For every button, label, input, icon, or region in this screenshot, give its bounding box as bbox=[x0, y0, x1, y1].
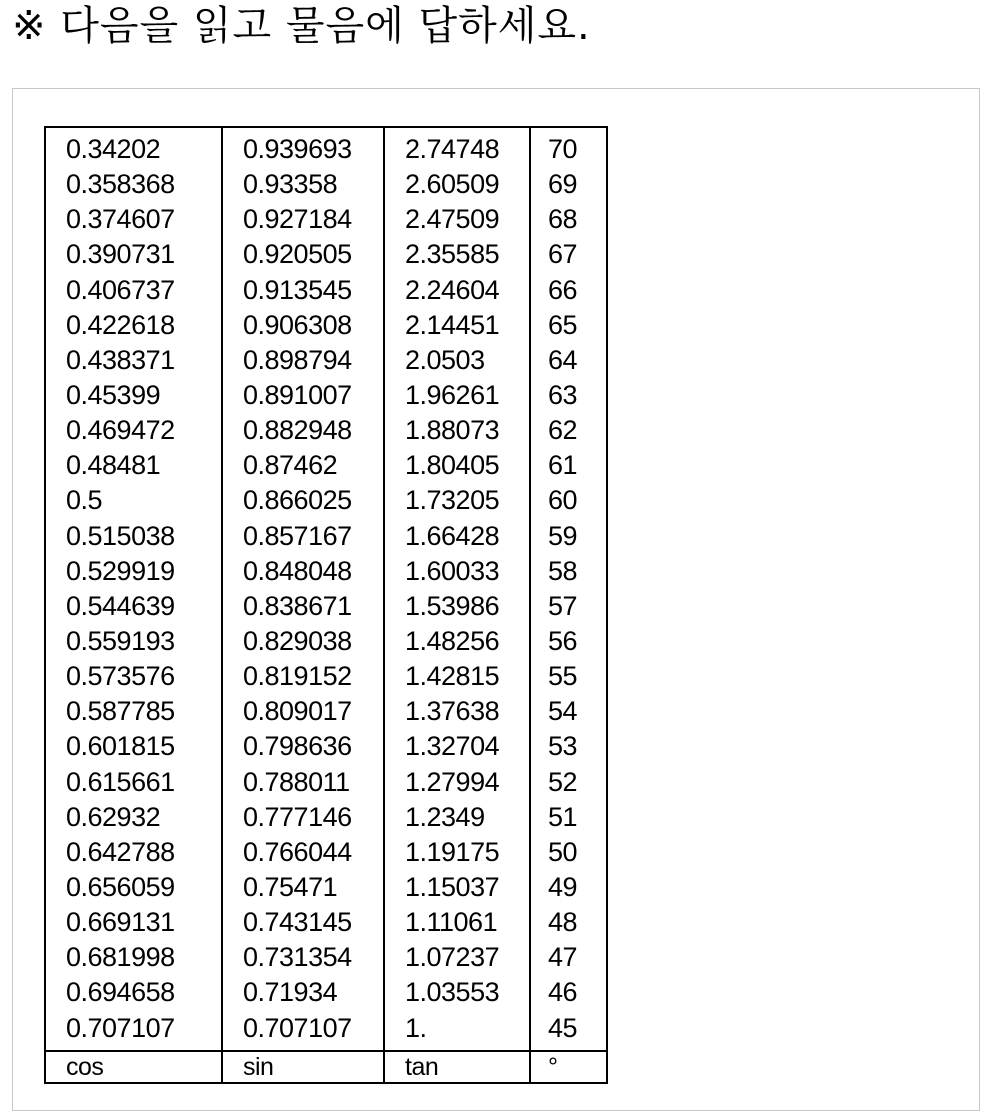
degree-cell: 49 bbox=[530, 870, 607, 905]
sin-cell: 0.906308 bbox=[222, 308, 384, 343]
table-row bbox=[45, 448, 607, 483]
degree-cell: 66 bbox=[530, 273, 607, 308]
table-row bbox=[45, 940, 607, 975]
cos-cell: 0.669131 bbox=[45, 905, 222, 940]
degree-cell: 69 bbox=[530, 167, 607, 202]
trig-table bbox=[44, 126, 608, 1084]
tan-cell: 2.74748 bbox=[384, 127, 530, 167]
tan-cell: 1.80405 bbox=[384, 448, 530, 483]
table-row bbox=[45, 589, 607, 624]
degree-cell: 46 bbox=[530, 975, 607, 1010]
table-row bbox=[45, 975, 607, 1010]
table-row bbox=[45, 343, 607, 378]
table-row bbox=[45, 729, 607, 764]
degree-cell: 65 bbox=[530, 308, 607, 343]
sin-cell: 0.866025 bbox=[222, 483, 384, 518]
trig-table-body bbox=[45, 127, 607, 1051]
table-row bbox=[45, 273, 607, 308]
sin-cell: 0.93358 bbox=[222, 167, 384, 202]
degree-cell: 67 bbox=[530, 237, 607, 272]
sin-cell: 0.75471 bbox=[222, 870, 384, 905]
table-row bbox=[45, 835, 607, 870]
footer-tan-label: tan bbox=[384, 1051, 530, 1083]
cos-cell: 0.601815 bbox=[45, 729, 222, 764]
table-row bbox=[45, 554, 607, 589]
tan-cell: 1.07237 bbox=[384, 940, 530, 975]
table-row bbox=[45, 308, 607, 343]
table-row bbox=[45, 870, 607, 905]
cos-cell: 0.48481 bbox=[45, 448, 222, 483]
degree-cell: 54 bbox=[530, 694, 607, 729]
footer-degree-label: ° bbox=[530, 1051, 607, 1083]
sin-cell: 0.927184 bbox=[222, 202, 384, 237]
cos-cell: 0.587785 bbox=[45, 694, 222, 729]
cos-cell: 0.45399 bbox=[45, 378, 222, 413]
table-row bbox=[45, 378, 607, 413]
tan-cell: 2.47509 bbox=[384, 202, 530, 237]
cos-cell: 0.390731 bbox=[45, 237, 222, 272]
sin-cell: 0.777146 bbox=[222, 800, 384, 835]
degree-cell: 63 bbox=[530, 378, 607, 413]
degree-cell: 53 bbox=[530, 729, 607, 764]
tan-cell: 1.19175 bbox=[384, 835, 530, 870]
cos-cell: 0.615661 bbox=[45, 765, 222, 800]
degree-cell: 48 bbox=[530, 905, 607, 940]
sin-cell: 0.857167 bbox=[222, 519, 384, 554]
cos-cell: 0.707107 bbox=[45, 1011, 222, 1051]
table-row bbox=[45, 800, 607, 835]
degree-cell: 58 bbox=[530, 554, 607, 589]
cos-cell: 0.573576 bbox=[45, 659, 222, 694]
sin-cell: 0.809017 bbox=[222, 694, 384, 729]
cos-cell: 0.469472 bbox=[45, 413, 222, 448]
tan-cell: 2.0503 bbox=[384, 343, 530, 378]
degree-cell: 57 bbox=[530, 589, 607, 624]
cos-cell: 0.642788 bbox=[45, 835, 222, 870]
cos-cell: 0.5 bbox=[45, 483, 222, 518]
table-row bbox=[45, 624, 607, 659]
cos-cell: 0.62932 bbox=[45, 800, 222, 835]
sin-cell: 0.731354 bbox=[222, 940, 384, 975]
tan-cell: 1.37638 bbox=[384, 694, 530, 729]
degree-cell: 51 bbox=[530, 800, 607, 835]
tan-cell: 1.03553 bbox=[384, 975, 530, 1010]
degree-cell: 50 bbox=[530, 835, 607, 870]
degree-cell: 62 bbox=[530, 413, 607, 448]
degree-cell: 70 bbox=[530, 127, 607, 167]
degree-cell: 68 bbox=[530, 202, 607, 237]
degree-cell: 64 bbox=[530, 343, 607, 378]
degree-cell: 60 bbox=[530, 483, 607, 518]
table-row bbox=[45, 659, 607, 694]
sin-cell: 0.913545 bbox=[222, 273, 384, 308]
cos-cell: 0.374607 bbox=[45, 202, 222, 237]
cos-cell: 0.438371 bbox=[45, 343, 222, 378]
tan-cell: 1. bbox=[384, 1011, 530, 1051]
tan-cell: 2.35585 bbox=[384, 237, 530, 272]
cos-cell: 0.406737 bbox=[45, 273, 222, 308]
sin-cell: 0.829038 bbox=[222, 624, 384, 659]
tan-cell: 1.88073 bbox=[384, 413, 530, 448]
sin-cell: 0.898794 bbox=[222, 343, 384, 378]
table-row bbox=[45, 1011, 607, 1051]
cos-cell: 0.656059 bbox=[45, 870, 222, 905]
footer-sin-label: sin bbox=[222, 1051, 384, 1083]
question-instruction: ※ 다음을 읽고 물음에 답하세요. bbox=[12, 3, 591, 49]
degree-cell: 59 bbox=[530, 519, 607, 554]
cos-cell: 0.34202 bbox=[45, 127, 222, 167]
sin-cell: 0.819152 bbox=[222, 659, 384, 694]
cos-cell: 0.559193 bbox=[45, 624, 222, 659]
tan-cell: 1.53986 bbox=[384, 589, 530, 624]
cos-cell: 0.544639 bbox=[45, 589, 222, 624]
tan-cell: 2.60509 bbox=[384, 167, 530, 202]
cos-cell: 0.358368 bbox=[45, 167, 222, 202]
cos-cell: 0.529919 bbox=[45, 554, 222, 589]
sin-cell: 0.707107 bbox=[222, 1011, 384, 1051]
tan-cell: 1.66428 bbox=[384, 519, 530, 554]
tan-cell: 1.11061 bbox=[384, 905, 530, 940]
sin-cell: 0.766044 bbox=[222, 835, 384, 870]
tan-cell: 1.42815 bbox=[384, 659, 530, 694]
sin-cell: 0.882948 bbox=[222, 413, 384, 448]
table-row bbox=[45, 483, 607, 518]
degree-cell: 61 bbox=[530, 448, 607, 483]
sin-cell: 0.920505 bbox=[222, 237, 384, 272]
tan-cell: 1.96261 bbox=[384, 378, 530, 413]
tan-cell: 1.27994 bbox=[384, 765, 530, 800]
degree-cell: 47 bbox=[530, 940, 607, 975]
degree-cell: 52 bbox=[530, 765, 607, 800]
sin-cell: 0.838671 bbox=[222, 589, 384, 624]
sin-cell: 0.788011 bbox=[222, 765, 384, 800]
sin-cell: 0.87462 bbox=[222, 448, 384, 483]
sin-cell: 0.743145 bbox=[222, 905, 384, 940]
table-row bbox=[45, 237, 607, 272]
tan-cell: 2.14451 bbox=[384, 308, 530, 343]
cos-cell: 0.422618 bbox=[45, 308, 222, 343]
table-row bbox=[45, 413, 607, 448]
table-row bbox=[45, 694, 607, 729]
table-row bbox=[45, 167, 607, 202]
tan-cell: 1.32704 bbox=[384, 729, 530, 764]
cos-cell: 0.681998 bbox=[45, 940, 222, 975]
cos-cell: 0.694658 bbox=[45, 975, 222, 1010]
tan-cell: 2.24604 bbox=[384, 273, 530, 308]
table-row bbox=[45, 765, 607, 800]
trig-table-footer bbox=[45, 1051, 607, 1083]
table-row bbox=[45, 519, 607, 554]
sin-cell: 0.848048 bbox=[222, 554, 384, 589]
sin-cell: 0.939693 bbox=[222, 127, 384, 167]
sin-cell: 0.71934 bbox=[222, 975, 384, 1010]
tan-cell: 1.15037 bbox=[384, 870, 530, 905]
tan-cell: 1.48256 bbox=[384, 624, 530, 659]
degree-cell: 45 bbox=[530, 1011, 607, 1051]
sin-cell: 0.798636 bbox=[222, 729, 384, 764]
tan-cell: 1.73205 bbox=[384, 483, 530, 518]
tan-cell: 1.2349 bbox=[384, 800, 530, 835]
sin-cell: 0.891007 bbox=[222, 378, 384, 413]
table-row bbox=[45, 202, 607, 237]
degree-cell: 56 bbox=[530, 624, 607, 659]
table-row bbox=[45, 905, 607, 940]
tan-cell: 1.60033 bbox=[384, 554, 530, 589]
cos-cell: 0.515038 bbox=[45, 519, 222, 554]
degree-cell: 55 bbox=[530, 659, 607, 694]
table-row bbox=[45, 127, 607, 167]
footer-cos-label: cos bbox=[45, 1051, 222, 1083]
